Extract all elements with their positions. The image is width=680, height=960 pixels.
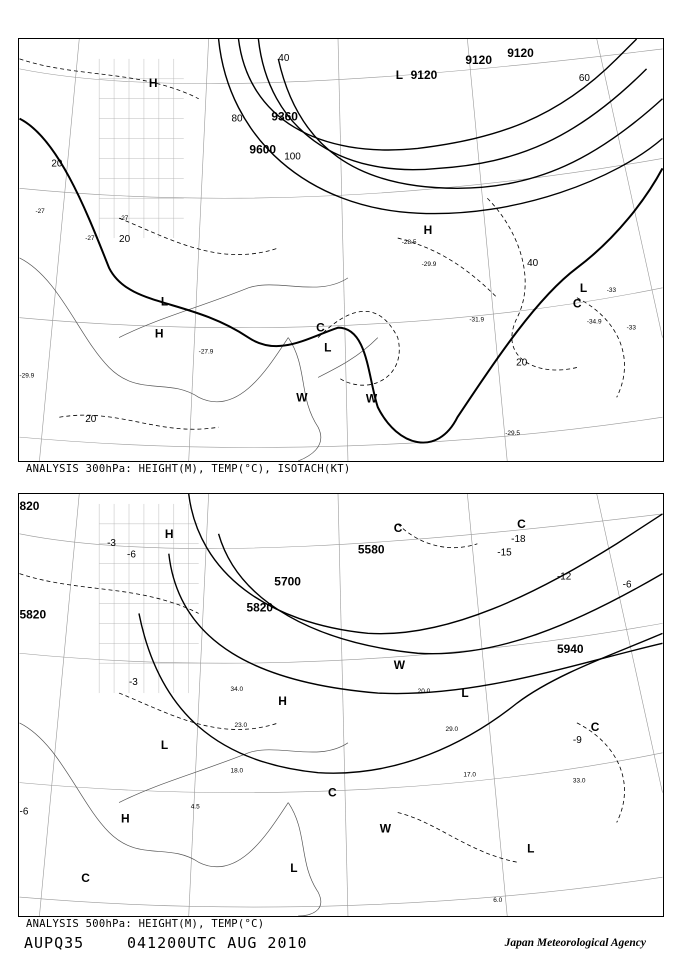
- temperature-label: -6: [622, 579, 632, 591]
- station-value: 33.0: [572, 777, 586, 785]
- temperature-label: -33: [606, 286, 617, 294]
- center-label: L: [579, 280, 588, 295]
- graticule: [20, 39, 663, 461]
- isotach-label: 80: [231, 113, 243, 125]
- center-label: C: [517, 516, 526, 531]
- center-label: H: [278, 694, 287, 708]
- analysis-time: 041200UTC AUG 2010: [127, 934, 308, 952]
- center-label: W: [365, 391, 378, 406]
- temperature-label: -12: [556, 571, 572, 583]
- temperature-label: -3: [129, 677, 138, 689]
- temperature-label: -27: [85, 235, 95, 243]
- center-label: H: [164, 526, 174, 541]
- center-label: L: [290, 861, 298, 876]
- station-value: 17.0: [463, 771, 476, 779]
- station-value: 29.0: [445, 725, 459, 733]
- station-value: 20.0: [417, 688, 431, 696]
- center-label: W: [393, 658, 406, 673]
- isotach-labels: [51, 53, 590, 425]
- center-label: H: [154, 326, 164, 341]
- height-label: 5700: [274, 574, 301, 589]
- pressure-centers: [149, 68, 587, 405]
- center-label: W: [379, 821, 392, 836]
- caption-500hpa: ANALYSIS 500hPa: HEIGHT(M), TEMP(°C): [26, 918, 265, 930]
- map-500hpa: [19, 494, 663, 916]
- temperature-label: -33: [626, 324, 636, 332]
- chart-500hpa: [18, 493, 664, 917]
- temperature-label: -9: [572, 734, 582, 746]
- center-label: C: [590, 719, 600, 734]
- isotach-label: 60: [578, 72, 590, 84]
- map-300hpa: [19, 39, 663, 461]
- isotach-label: 20: [85, 414, 97, 426]
- station-value: 23.0: [234, 721, 248, 729]
- center-label: L: [324, 340, 332, 355]
- temperature-label: -3: [107, 537, 116, 549]
- hatch-area: [99, 504, 199, 693]
- temperature-label: -29.5: [505, 430, 520, 438]
- temperature-label: -15: [497, 547, 512, 559]
- temp-isotherms: [20, 59, 625, 429]
- isotach-label: 20: [516, 357, 528, 369]
- agency-name: Japan Meteorological Agency: [504, 937, 646, 949]
- height-label: 5820: [246, 600, 274, 615]
- chart-300hpa: [18, 38, 664, 462]
- center-label: C: [328, 785, 337, 800]
- station-value: 6.0: [493, 897, 503, 905]
- isotach-label: 40: [527, 257, 539, 269]
- isotach-label: 20: [119, 234, 131, 246]
- height-contours: [139, 494, 663, 773]
- center-label: H: [423, 223, 433, 238]
- hatch-area: [99, 59, 184, 238]
- temperature-label: -27: [35, 208, 45, 216]
- center-label: C: [393, 520, 403, 535]
- temp-isotherms: [20, 524, 625, 862]
- coastline: [20, 258, 378, 461]
- isotach-label: 100: [284, 151, 301, 163]
- height-contours: [219, 39, 663, 214]
- height-label: 9120: [507, 45, 534, 60]
- height-label: 5940: [556, 642, 584, 657]
- height-label: 9600: [249, 142, 276, 157]
- center-label: L: [527, 841, 535, 856]
- station-value: 4.5: [190, 803, 200, 811]
- height-labels: [20, 499, 584, 656]
- center-label: H: [121, 811, 130, 826]
- temperature-label: -27: [119, 215, 129, 223]
- temperature-label: -29.9: [19, 372, 35, 380]
- center-label: L: [160, 294, 169, 309]
- isotach-label: 40: [278, 52, 290, 64]
- center-label: L: [160, 737, 169, 752]
- temperature-label: -28.5: [401, 239, 417, 247]
- height-label: 9360: [271, 109, 298, 124]
- height-label: 9120: [465, 52, 492, 67]
- coastline: [20, 723, 348, 916]
- temperature-label: -6: [127, 549, 136, 561]
- station-value: 34.0: [230, 686, 244, 694]
- graticule: [20, 494, 663, 916]
- temperature-label: -18: [511, 533, 526, 545]
- station-values: [191, 686, 586, 904]
- height-label: 5820: [19, 607, 47, 622]
- temperature-labels: [20, 208, 637, 437]
- height-label: 820: [19, 498, 40, 513]
- temperature-label: -34.9: [586, 318, 602, 326]
- center-label: C: [572, 296, 582, 311]
- temperature-label: -6: [19, 806, 29, 818]
- temperature-label: -31.9: [469, 316, 485, 324]
- temperature-label: -27.9: [198, 348, 214, 356]
- caption-300hpa: ANALYSIS 300hPa: HEIGHT(M), TEMP(°C), ISOTACH(KT): [26, 463, 351, 475]
- height-label: 5580: [357, 542, 385, 557]
- center-label: H: [148, 75, 158, 90]
- station-value: 18.0: [230, 767, 244, 775]
- center-label: L: [461, 686, 469, 701]
- chart-code: AUPQ35: [24, 934, 85, 952]
- center-label: L: [395, 67, 404, 82]
- temperature-labels: [20, 534, 632, 818]
- center-label: C: [81, 871, 90, 886]
- temperature-label: -29.9: [421, 260, 437, 268]
- center-label: W: [296, 390, 308, 405]
- center-label: C: [316, 320, 325, 335]
- height-label: 9120: [410, 67, 438, 82]
- isotach-label: 20: [51, 158, 63, 170]
